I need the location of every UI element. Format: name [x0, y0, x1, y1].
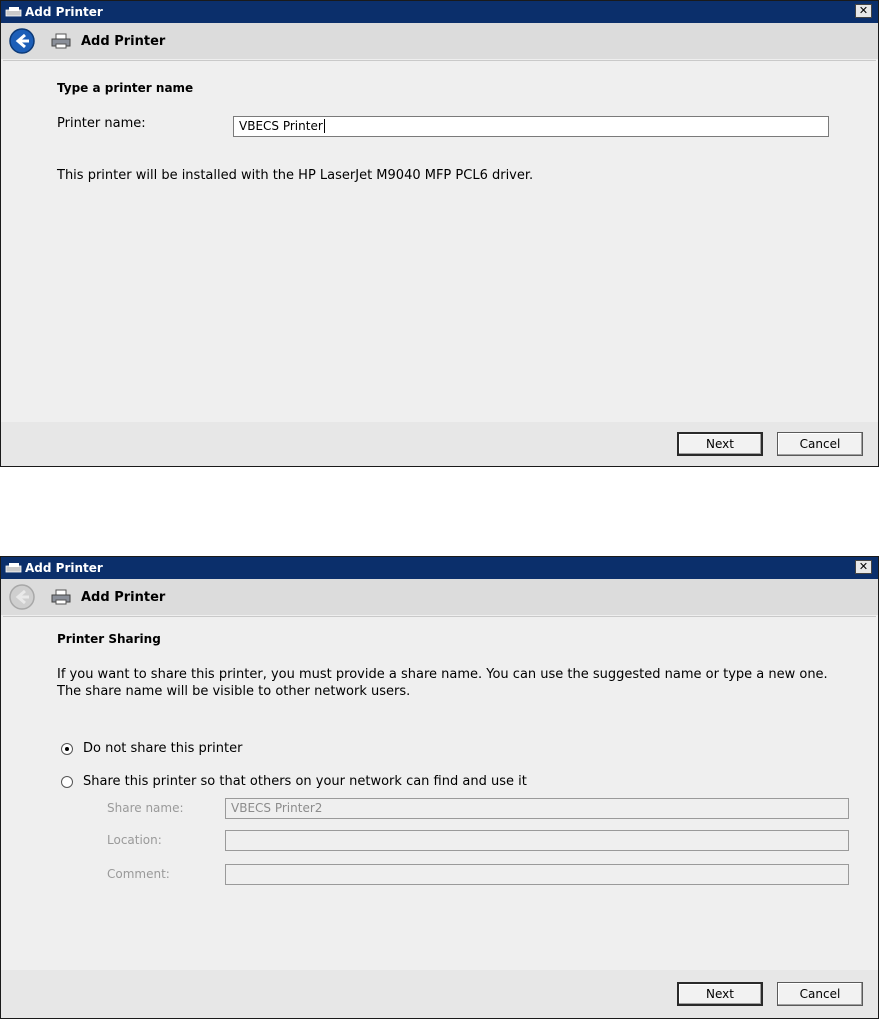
navigation-bar	[1, 579, 878, 615]
title-bar	[1, 1, 878, 23]
cancel-button[interactable]: Cancel	[777, 432, 863, 456]
close-button[interactable]	[855, 4, 872, 18]
content-pane	[3, 60, 876, 424]
radio-button-unchecked[interactable]	[61, 776, 73, 788]
close-icon: ✕	[858, 560, 869, 573]
nav-title: Add Printer	[81, 33, 166, 49]
back-button[interactable]	[5, 582, 39, 612]
printer-icon	[51, 33, 71, 49]
page-heading: Printer Sharing	[57, 632, 161, 646]
page-heading: Type a printer name	[57, 81, 194, 95]
printer-icon	[5, 6, 23, 18]
radio-do-not-share-label: Do not share this printer	[83, 741, 243, 756]
add-printer-dialog-name	[0, 0, 879, 467]
printer-name-input[interactable]	[233, 116, 829, 137]
add-printer-dialog-sharing	[0, 556, 879, 1019]
sharing-description: If you want to share this printer, you must provide a share name. You can use the suggested name or type a new one. The share name will be visible to other network users.	[57, 667, 828, 699]
navigation-bar	[1, 23, 878, 59]
location-input[interactable]	[225, 830, 849, 851]
radio-share[interactable]	[61, 774, 527, 789]
nav-title: Add Printer	[81, 589, 166, 605]
cancel-button[interactable]: Cancel	[777, 982, 863, 1006]
title-bar	[1, 557, 878, 579]
radio-share-label: Share this printer so that others on your network can find and use it	[83, 774, 527, 789]
printer-icon	[51, 589, 71, 605]
driver-info-text: This printer will be installed with the HP LaserJet M9040 MFP PCL6 driver.	[57, 168, 534, 183]
text-caret	[324, 119, 325, 133]
footer-bar	[1, 422, 878, 466]
next-button[interactable]: Next	[677, 982, 763, 1006]
window-title: Add Printer	[25, 5, 103, 19]
location-label: Location:	[107, 833, 162, 847]
share-name-input[interactable]: VBECS Printer2	[225, 798, 849, 819]
printer-icon	[5, 562, 23, 574]
radio-do-not-share[interactable]	[61, 741, 242, 756]
back-arrow-icon	[8, 583, 36, 611]
next-button[interactable]: Next	[677, 432, 763, 456]
close-icon: ✕	[858, 4, 869, 17]
share-name-label: Share name:	[107, 801, 184, 815]
content-pane	[3, 616, 876, 972]
radio-button-checked[interactable]	[61, 743, 73, 755]
back-arrow-icon	[8, 27, 36, 55]
printer-name-value: VBECS Printer	[239, 119, 323, 133]
comment-input[interactable]	[225, 864, 849, 885]
window-title: Add Printer	[25, 561, 103, 575]
comment-label: Comment:	[107, 867, 170, 881]
back-button[interactable]	[5, 26, 39, 56]
footer-bar	[1, 970, 878, 1018]
printer-name-label: Printer name:	[57, 116, 146, 131]
close-button[interactable]	[855, 560, 872, 574]
